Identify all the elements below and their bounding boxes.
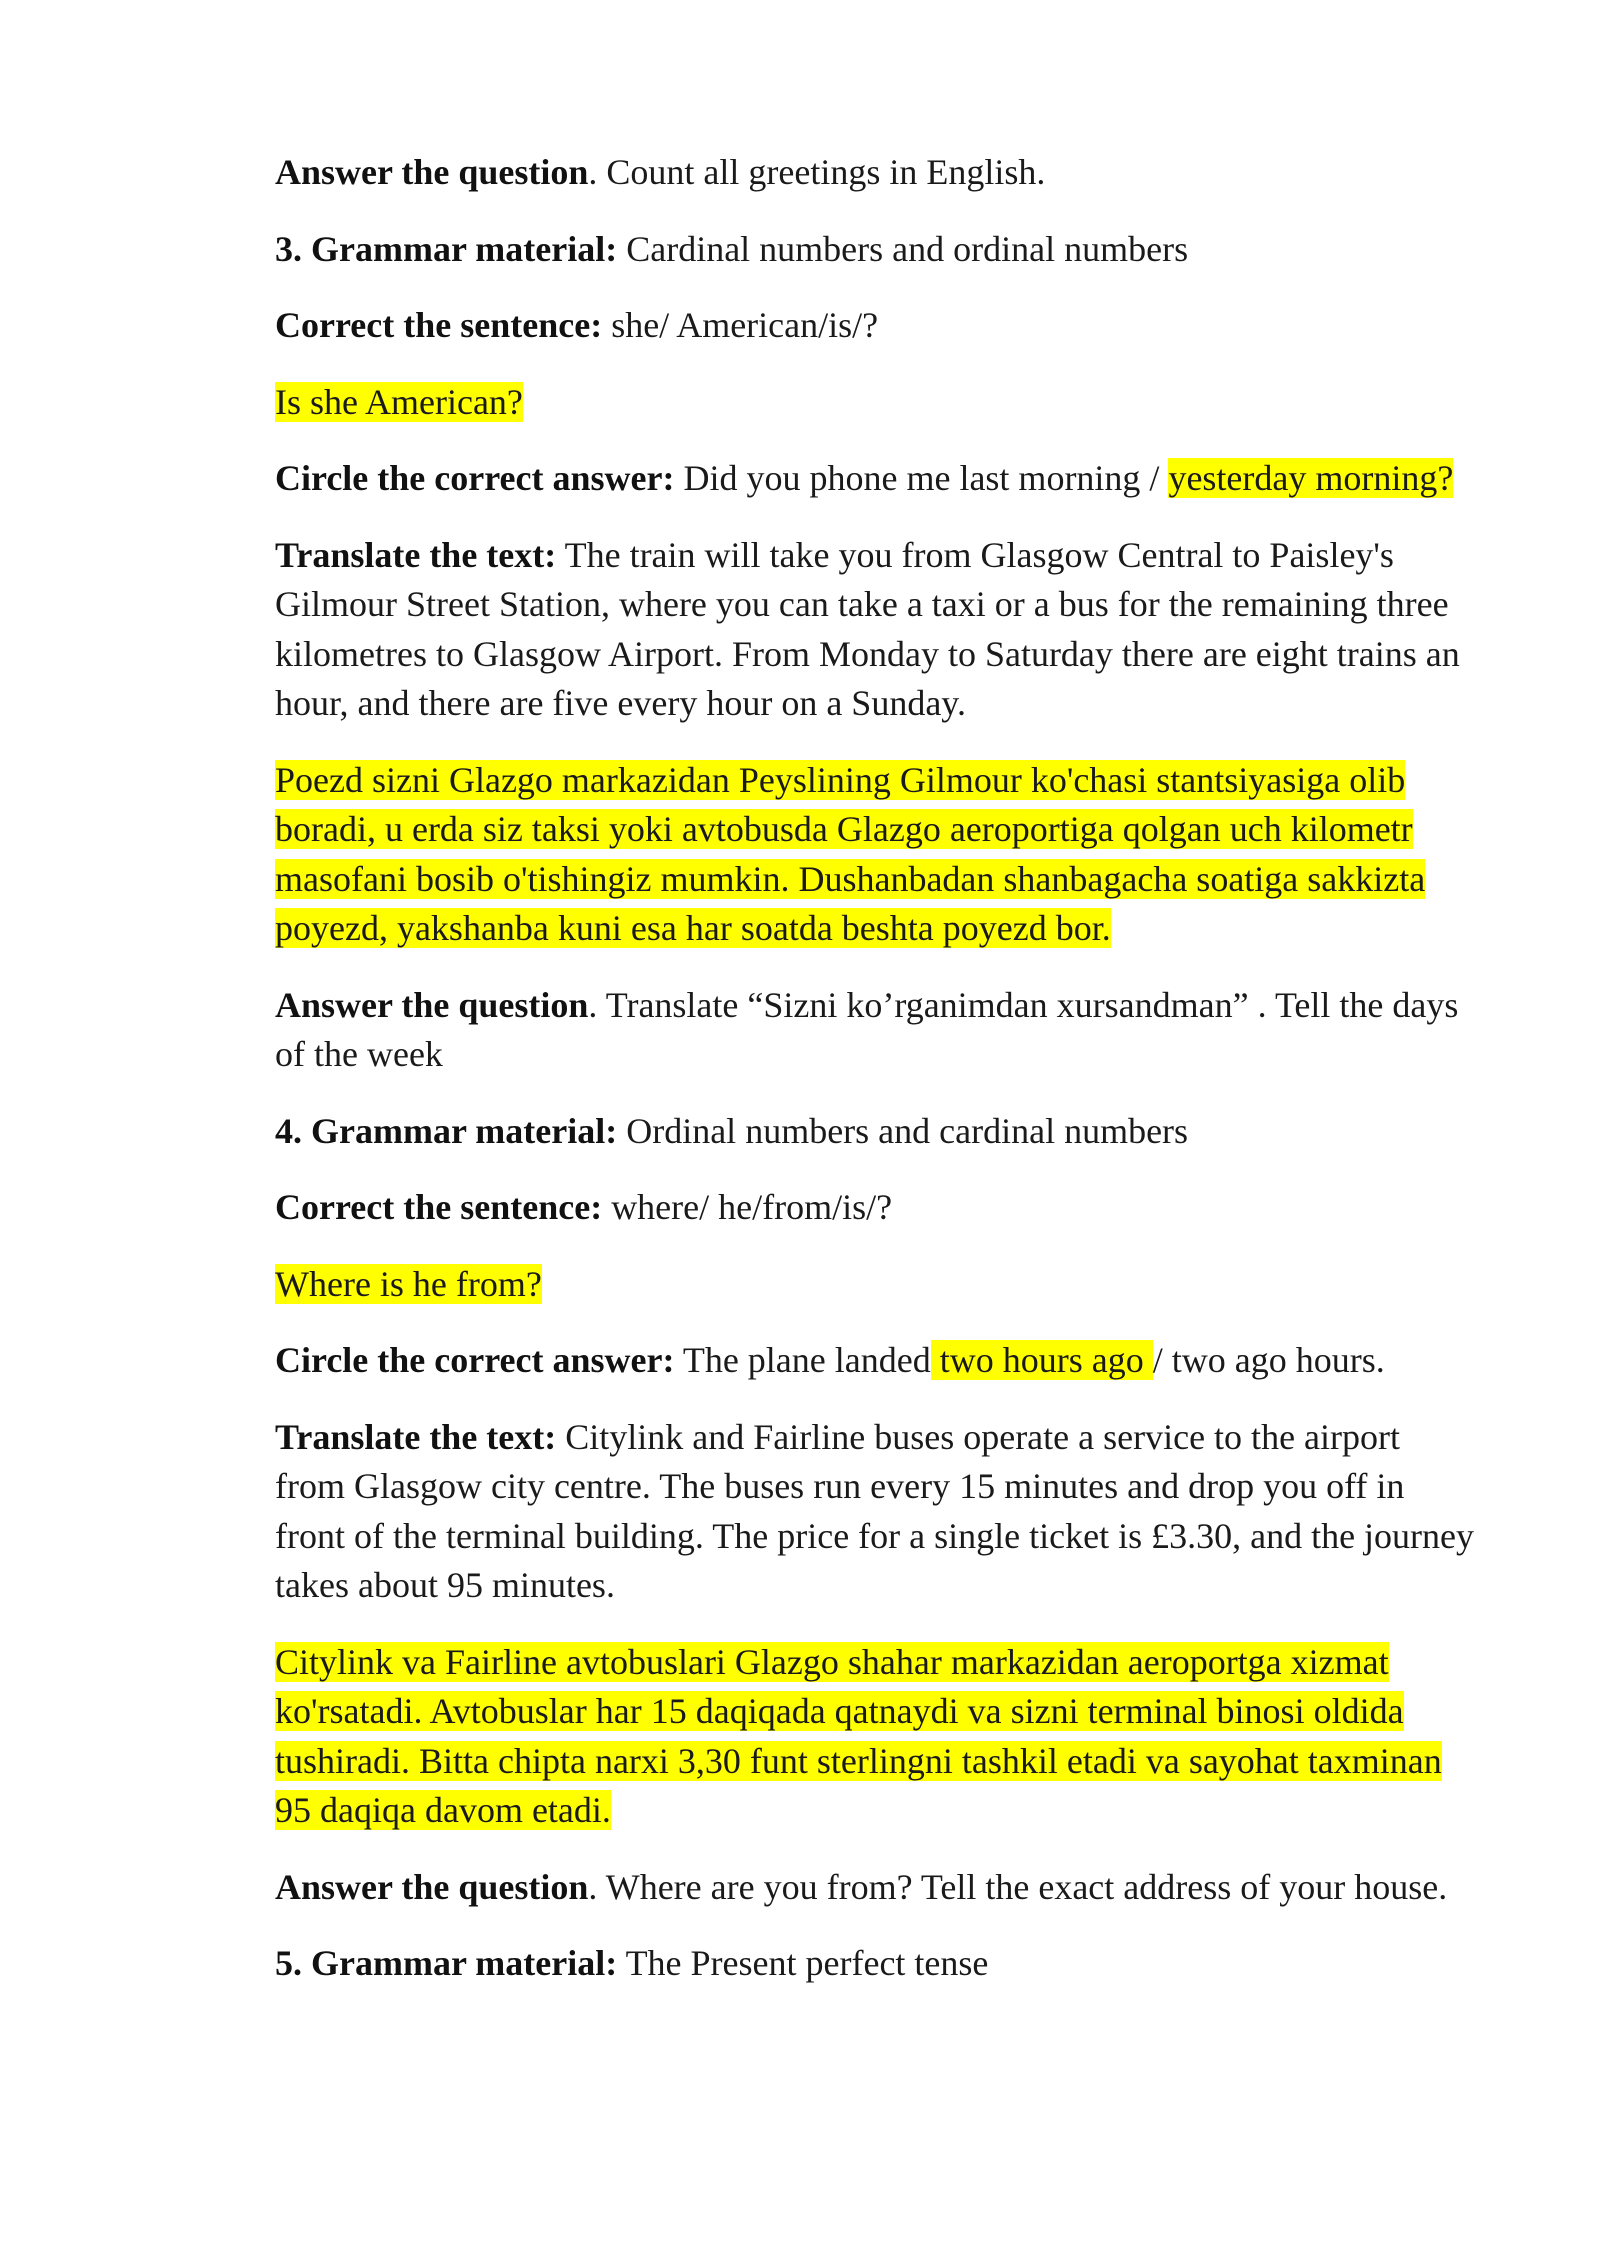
- paragraph-label: Answer the question: [275, 1866, 589, 1907]
- correct-sentence-2: [275, 1183, 1475, 1233]
- paragraph-text: The train will take you from Glasgow Central to Paisley's Gilmour Street Station, where you can take a taxi or a bus for the remaining three kilometres to Glasgow Airport. From Monday to Saturday there are eight trains an hour, and there are five every hour on a Sunday.: [275, 534, 1460, 723]
- highlighted-text: two hours ago: [930, 1340, 1153, 1380]
- paragraph-label: Correct the sentence:: [275, 305, 603, 345]
- highlighted-text: Poezd sizni Glazgo markazidan Peyslining Gilmour ko'chasi stantsiyasiga olib boradi, u erda siz taksi yoki avtobusda Glazgo aeroportiga qolgan uch kilometr masofani bosib o'tishingiz mumkin. Dushanbadan shanbagacha soatiga sakkizta poyezd, yakshanba kuni esa har soatda beshta poyezd bor.: [275, 759, 1426, 948]
- paragraph-text: . Where are you from? Tell the exact address of your house.: [588, 1866, 1448, 1907]
- highlighted-answer-2: [275, 1260, 1475, 1310]
- paragraph-label: Answer the question: [275, 152, 589, 192]
- grammar-material-5: [275, 1939, 1475, 1989]
- paragraph-text: she/ American/is/?: [602, 305, 879, 345]
- answer-question-translate: [275, 981, 1475, 1080]
- grammar-material-3: [275, 225, 1475, 275]
- paragraph-label: Correct the sentence:: [275, 1187, 603, 1227]
- paragraph-label: Circle the correct answer:: [275, 1340, 675, 1380]
- highlighted-text: Where is he from?: [275, 1263, 542, 1304]
- translate-text-1: [275, 531, 1475, 729]
- answer-question-greetings: [275, 148, 1475, 198]
- paragraph-label: 3. Grammar material:: [275, 228, 618, 269]
- paragraph-label: Translate the text:: [275, 534, 557, 575]
- paragraph-text: Cardinal numbers and ordinal numbers: [617, 228, 1189, 269]
- highlighted-text: yesterday morning?: [1168, 458, 1454, 498]
- document-body: [275, 148, 1475, 2016]
- paragraph-text: where/ he/from/is/?: [602, 1187, 893, 1227]
- highlighted-text: Citylink va Fairline avtobuslari Glazgo shahar markazidan aeroportga xizmat ko'rsatadi. Avtobuslar har 15 daqiqada qatnaydi va sizni terminal binosi oldida tushiradi. Bitta chipta narxi 3,30 funt sterlingni tashkil etadi va sayohat taxminan 95 daqiqa davom etadi.: [275, 1641, 1442, 1830]
- correct-sentence-1: [275, 301, 1475, 351]
- paragraph-label: 4. Grammar material:: [275, 1110, 618, 1151]
- paragraph-text: / two ago hours.: [1152, 1340, 1385, 1380]
- paragraph-text: . Translate “Sizni ko’rganimdan xursandman” . Tell the days of the week: [275, 984, 1459, 1074]
- highlighted-text: Is she American?: [275, 381, 523, 422]
- paragraph-text: Did you phone me last morning /: [674, 458, 1169, 498]
- paragraph-text: Citylink and Fairline buses operate a service to the airport from Glasgow city centre. The buses run every 15 minutes and drop you off in front of the terminal building. The price for a single ticket is £3.30, and the journey takes about 95 minutes.: [275, 1416, 1475, 1605]
- circle-answer-2: [275, 1336, 1475, 1386]
- highlighted-translation-2: [275, 1638, 1475, 1836]
- highlighted-translation-1: [275, 756, 1475, 954]
- paragraph-label: Translate the text:: [275, 1416, 557, 1457]
- paragraph-label: Answer the question: [275, 984, 589, 1025]
- highlighted-answer-1: [275, 378, 1475, 428]
- paragraph-label: Circle the correct answer:: [275, 458, 675, 498]
- paragraph-text: The Present perfect tense: [617, 1943, 989, 1983]
- circle-answer-1: [275, 454, 1475, 504]
- answer-question-address: [275, 1863, 1475, 1913]
- paragraph-text: The plane landed: [674, 1340, 931, 1380]
- translate-text-2: [275, 1413, 1475, 1611]
- paragraph-text: . Count all greetings in English.: [588, 152, 1046, 192]
- paragraph-label: 5. Grammar material:: [275, 1943, 618, 1983]
- paragraph-text: Ordinal numbers and cardinal numbers: [617, 1110, 1189, 1151]
- grammar-material-4: [275, 1107, 1475, 1157]
